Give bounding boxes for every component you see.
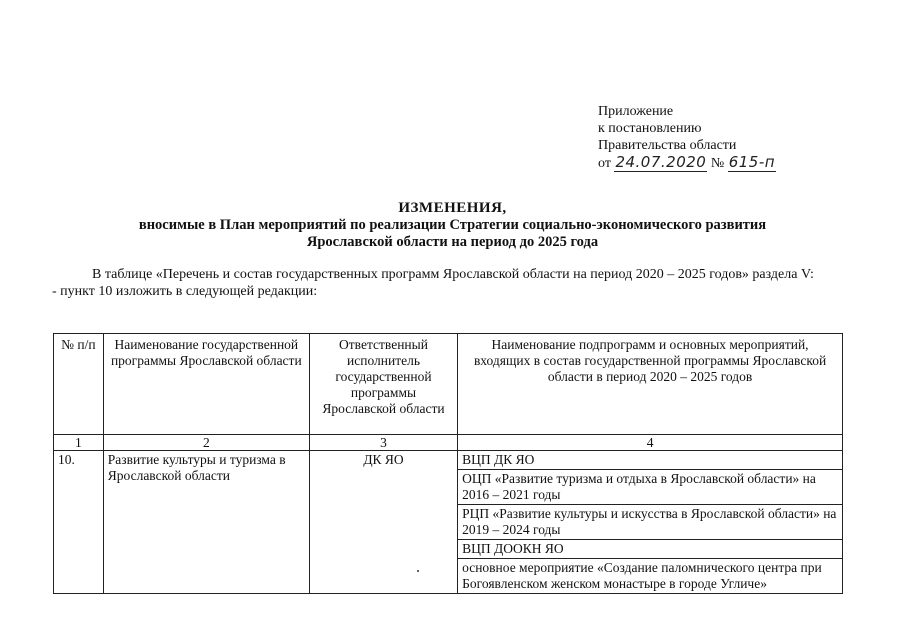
- subprogram-item: ВЦП ДООКН ЯО: [458, 540, 843, 559]
- body-paragraph-1: В таблице «Перечень и состав государственных программ Ярославской области на период 2020 – 2025 годов» раздела V:: [92, 267, 814, 282]
- body-text: [52, 266, 842, 300]
- table-header-row: [54, 334, 843, 435]
- number-prefix: №: [710, 156, 725, 171]
- header-subprograms: Наименование подпрограмм и основных мероприятий, входящих в состав государственной программы Ярославской области в период 2020 – 2025 годов: [458, 334, 843, 435]
- row-executor: ДК ЯО: [309, 451, 457, 594]
- column-number: 2: [103, 435, 309, 451]
- row-num: 10.: [54, 451, 104, 594]
- appendix-block: [598, 103, 858, 172]
- programs-table: [53, 333, 843, 594]
- appendix-date-line: [598, 154, 776, 172]
- appendix-line-2: к постановлению: [598, 121, 702, 136]
- subprogram-item: ВЦП ДК ЯО: [458, 451, 843, 470]
- table-row: [54, 451, 843, 470]
- column-number-row: [54, 435, 843, 451]
- date-prefix: от: [598, 156, 611, 171]
- row-program: Развитие культуры и туризма в Ярославской области: [103, 451, 309, 594]
- appendix-line-1: Приложение: [598, 104, 674, 119]
- handwritten-date: 24.07.2020: [615, 153, 707, 171]
- title-line-3: Ярославской области на период до 2025 года: [306, 234, 599, 250]
- header-num: № п/п: [54, 334, 104, 435]
- title-main: ИЗМЕНЕНИЯ,: [398, 200, 507, 216]
- title-line-2: вносимые в План мероприятий по реализации Стратегии социально-экономического развития: [138, 217, 767, 233]
- subprogram-item: ОЦП «Развитие туризма и отдыха в Ярославской области» на 2016 – 2021 годы: [458, 470, 843, 505]
- body-paragraph-2: - пункт 10 изложить в следующей редакции:: [52, 284, 318, 299]
- column-number: 3: [309, 435, 457, 451]
- column-number: 1: [54, 435, 104, 451]
- subprogram-item: РЦП «Развитие культуры и искусства в Ярославской области» на 2019 – 2024 годы: [458, 505, 843, 540]
- document-title: [60, 200, 845, 251]
- header-executor: Ответственный исполнитель государственной программы Ярославской области: [309, 334, 457, 435]
- header-program: Наименование государственной программы Ярославской области: [103, 334, 309, 435]
- appendix-line-3: Правительства области: [598, 138, 737, 153]
- subprogram-item: основное мероприятие «Создание паломнического центра при Богоявленском женском монастыре в городе Угличе»: [458, 559, 843, 594]
- column-number: 4: [458, 435, 843, 451]
- handwritten-number: 615-п: [728, 153, 776, 171]
- scan-speck: [417, 570, 419, 572]
